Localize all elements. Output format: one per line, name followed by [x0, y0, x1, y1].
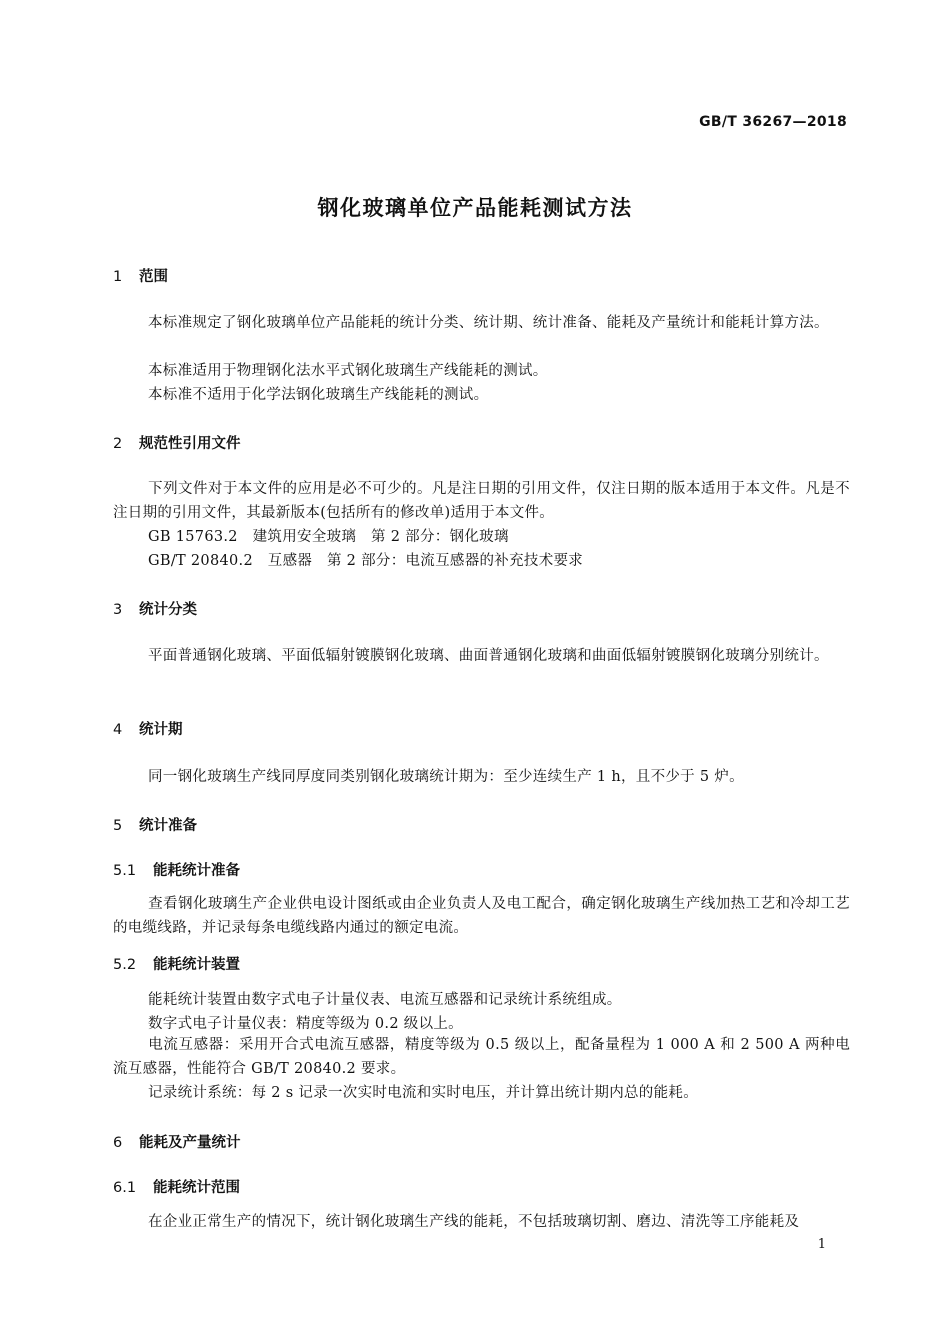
section-number: 2 — [113, 436, 123, 452]
section-1-paragraph-2: 本标准适用于物理钢化法水平式钢化玻璃生产线能耗的测试。 — [148, 363, 548, 379]
section-title: 能耗及产量统计 — [139, 1135, 241, 1151]
normative-reference-2: GB/T 20840.2 互感器 第 2 部分：电流互感器的补充技术要求 — [148, 553, 584, 569]
section-number: 5 — [113, 818, 123, 834]
section-5-heading — [113, 814, 197, 835]
section-5-1-paragraph-1: 查看钢化玻璃生产企业供电设计图纸或由企业负责人及电工配合，确定钢化玻璃生产线加热工艺和冷却工艺的电缆线路，并记录每条电缆线路内通过的额定电流。 — [113, 896, 850, 936]
section-title: 范围 — [139, 269, 168, 285]
section-6-heading — [113, 1131, 241, 1152]
section-title: 能耗统计准备 — [153, 863, 240, 879]
section-title: 规范性引用文件 — [139, 436, 241, 452]
section-title: 统计分类 — [139, 602, 197, 618]
section-5-2-paragraph-4: 记录统计系统：每 2 s 记录一次实时电流和实时电压，并计算出统计期内总的能耗。 — [148, 1085, 698, 1101]
section-title: 统计准备 — [139, 818, 197, 834]
section-title: 统计期 — [139, 722, 183, 738]
section-5-2-paragraph-3: 电流互感器：采用开合式电流互感器，精度等级为 0.5 级以上，配备量程为 1 000 A 和 2 500 A 两种电流互感器，性能符合 GB/T 20840.2 要求。 — [113, 1037, 850, 1077]
standard-number: GB/T 36267—2018 — [699, 114, 847, 130]
section-6-1-paragraph-1: 在企业正常生产的情况下，统计钢化玻璃生产线的能耗，不包括玻璃切割、磨边、清洗等工序能耗及 — [148, 1214, 800, 1230]
section-2-paragraph-1: 下列文件对于本文件的应用是必不可少的。凡是注日期的引用文件，仅注日期的版本适用于本文件。凡是不注日期的引用文件，其最新版本(包括所有的修改单)适用于本文件。 — [113, 481, 850, 521]
section-1-paragraph-3: 本标准不适用于化学法钢化玻璃生产线能耗的测试。 — [148, 387, 489, 403]
document-title: 钢化玻璃单位产品能耗测试方法 — [317, 196, 633, 220]
section-5-2-paragraph-1: 能耗统计装置由数字式电子计量仪表、电流互感器和记录统计系统组成。 — [148, 992, 622, 1008]
section-number: 3 — [113, 602, 123, 618]
section-5-2-paragraph-2: 数字式电子计量仪表：精度等级为 0.2 级以上。 — [148, 1016, 463, 1032]
section-2-heading — [113, 432, 241, 453]
section-title: 能耗统计装置 — [153, 957, 240, 973]
section-1-heading — [113, 265, 168, 286]
section-number: 6.1 — [113, 1180, 137, 1196]
section-number: 5.1 — [113, 863, 137, 879]
section-3-paragraph-1: 平面普通钢化玻璃、平面低辐射镀膜钢化玻璃、曲面普通钢化玻璃和曲面低辐射镀膜钢化玻璃分别统计。 — [148, 648, 829, 664]
section-number: 6 — [113, 1135, 123, 1151]
section-4-paragraph-1: 同一钢化玻璃生产线同厚度同类别钢化玻璃统计期为：至少连续生产 1 h，且不少于 5 炉。 — [148, 769, 744, 785]
section-6-1-heading — [113, 1176, 240, 1197]
page-number: 1 — [817, 1237, 826, 1252]
section-4-heading — [113, 718, 183, 739]
section-number: 4 — [113, 722, 123, 738]
section-5-1-heading — [113, 859, 240, 880]
section-number: 1 — [113, 269, 123, 285]
section-title: 能耗统计范围 — [153, 1180, 240, 1196]
section-1-paragraph-1: 本标准规定了钢化玻璃单位产品能耗的统计分类、统计期、统计准备、能耗及产量统计和能耗计算方法。 — [148, 315, 829, 331]
section-number: 5.2 — [113, 957, 137, 973]
normative-reference-1: GB 15763.2 建筑用安全玻璃 第 2 部分：钢化玻璃 — [148, 529, 509, 545]
section-3-heading — [113, 598, 197, 619]
section-5-2-heading — [113, 953, 240, 974]
